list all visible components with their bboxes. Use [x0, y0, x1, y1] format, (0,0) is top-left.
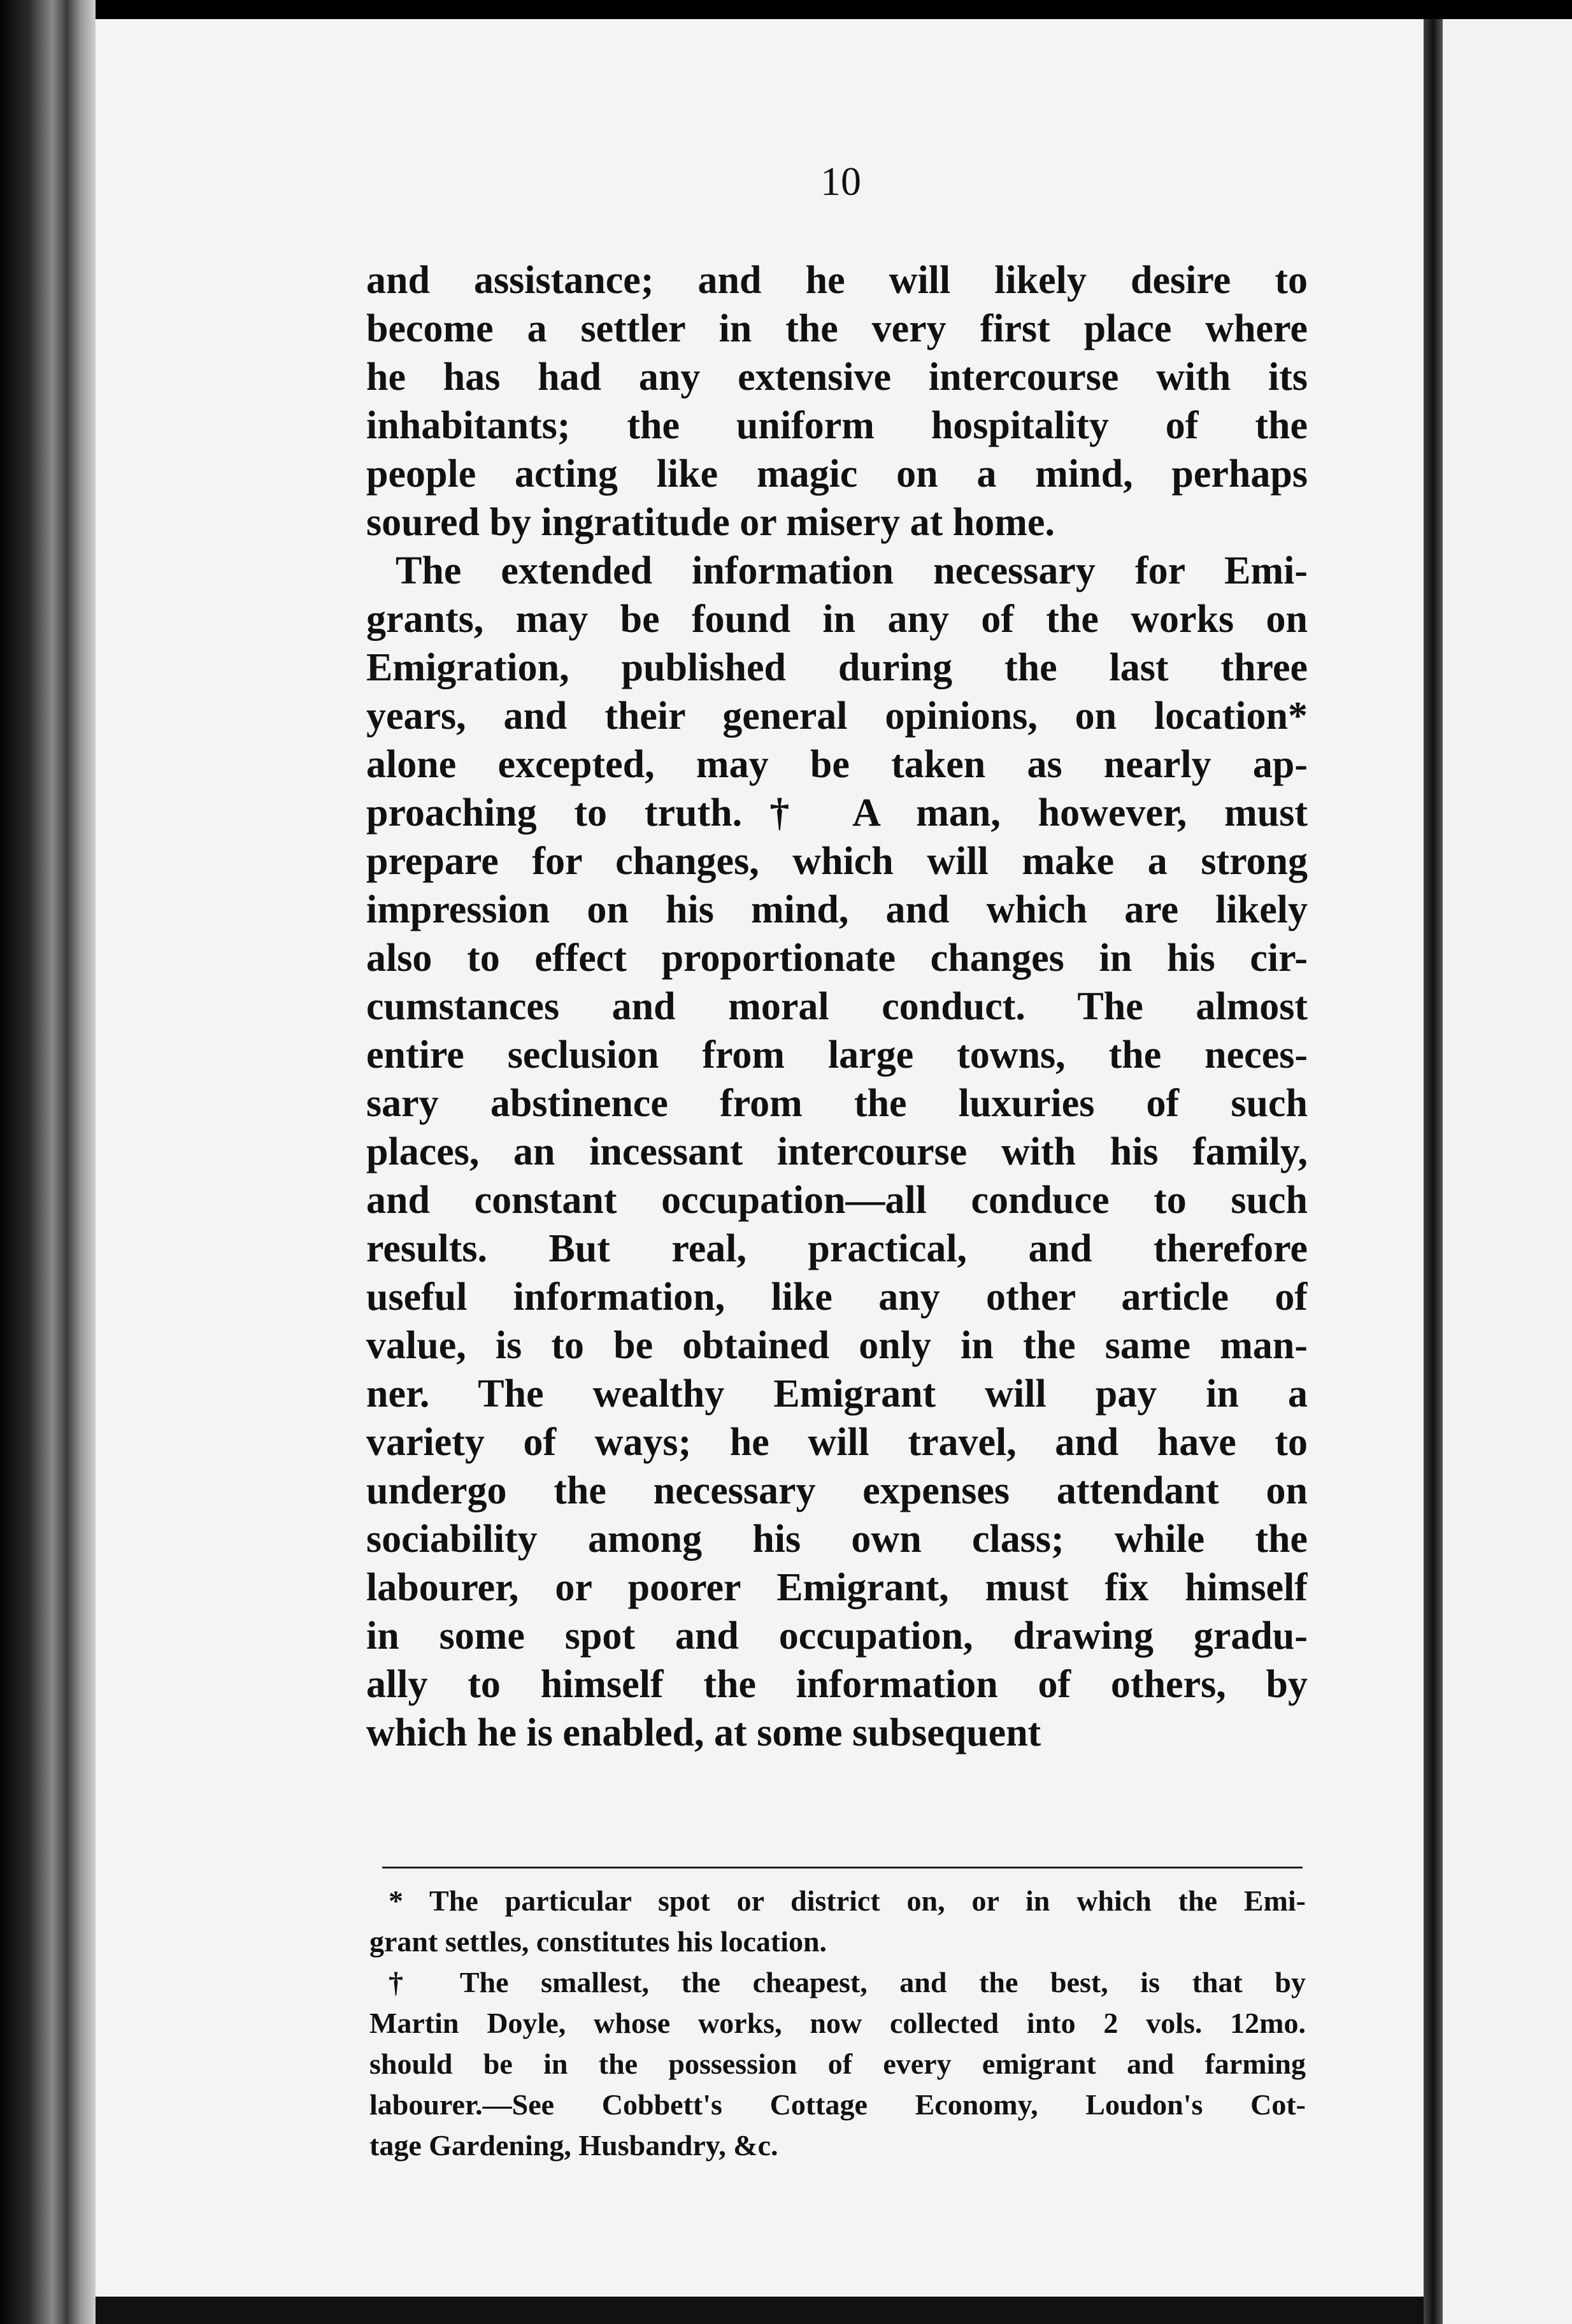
bottom-edge [96, 2297, 1424, 2324]
footnote-line: should be in the possession of every emigrant and farming [369, 2048, 1306, 2080]
body-line: people acting like magic on a mind, perhaps [366, 452, 1308, 496]
page-gutter [1424, 19, 1443, 2324]
footnotes [369, 1881, 1306, 2166]
body-line: sary abstinence from the luxuries of such [366, 1082, 1308, 1125]
body-line: entire seclusion from large towns, the neces- [366, 1033, 1308, 1077]
footnote-line: labourer.—See Cobbett's Cottage Economy, Loudon's Cot- [369, 2088, 1306, 2121]
body-line: inhabitants; the uniform hospitality of the [366, 404, 1308, 447]
page-number: 10 [820, 159, 861, 204]
book-binding [0, 0, 96, 2324]
body-line: labourer, or poorer Emigrant, must fix himself [366, 1566, 1308, 1609]
body-line: years, and their general opinions, on location* [366, 694, 1308, 738]
body-line: results. But real, practical, and therefore [366, 1227, 1308, 1270]
body-line: which he is enabled, at some subsequent [366, 1711, 1041, 1754]
body-line: soured by ingratitude or misery at home. [366, 501, 1055, 544]
body-line: become a settler in the very first place where [366, 307, 1308, 350]
right-page [1443, 19, 1572, 2324]
body-line: useful information, like any other article of [366, 1275, 1308, 1319]
footnote-line: tage Gardening, Husbandry, &c. [369, 2129, 778, 2162]
body-line: proaching to truth.† A man, however, must [366, 791, 1308, 835]
body-line: cumstances and moral conduct. The almost [366, 985, 1308, 1028]
body-line: ner. The wealthy Emigrant will pay in a [366, 1372, 1308, 1416]
body-line: prepare for changes, which will make a strong [366, 840, 1308, 883]
body-line: also to effect proportionate changes in his cir- [366, 936, 1308, 980]
body-line: places, an incessant intercourse with his family, [366, 1130, 1308, 1173]
body-text [366, 256, 1308, 1757]
body-line: sociability among his own class; while the [366, 1517, 1308, 1561]
footnote-line: grant settles, constitutes his location. [369, 1925, 827, 1958]
body-line: grants, may be found in any of the works on [366, 598, 1308, 641]
body-line: and constant occupation—all conduce to such [366, 1179, 1308, 1222]
footnote-rule [382, 1867, 1303, 1869]
body-line: value, is to be obtained only in the same man- [366, 1324, 1308, 1367]
body-line: ally to himself the information of others, by [366, 1663, 1308, 1706]
body-line: impression on his mind, and which are likely [366, 888, 1308, 931]
body-line: undergo the necessary expenses attendant on [366, 1469, 1308, 1512]
body-line: Emigration, published during the last three [366, 646, 1308, 689]
body-line: variety of ways; he will travel, and have to [366, 1421, 1308, 1464]
footnote-line: * The particular spot or district on, or in which the Emi- [389, 1884, 1306, 1917]
footnote-line: † The smallest, the cheapest, and the best, is that by [389, 1966, 1306, 1998]
footnote-line: Martin Doyle, whose works, now collected into 2 vols. 12mo. [369, 2007, 1306, 2039]
body-line: alone excepted, may be taken as nearly ap- [366, 743, 1308, 786]
body-line: in some spot and occupation, drawing gradu- [366, 1614, 1308, 1658]
top-edge [0, 0, 1572, 19]
body-line: The extended information necessary for Emi- [396, 549, 1308, 592]
body-line: and assistance; and he will likely desire to [366, 259, 1308, 302]
body-line: he has had any extensive intercourse with its [366, 355, 1308, 399]
